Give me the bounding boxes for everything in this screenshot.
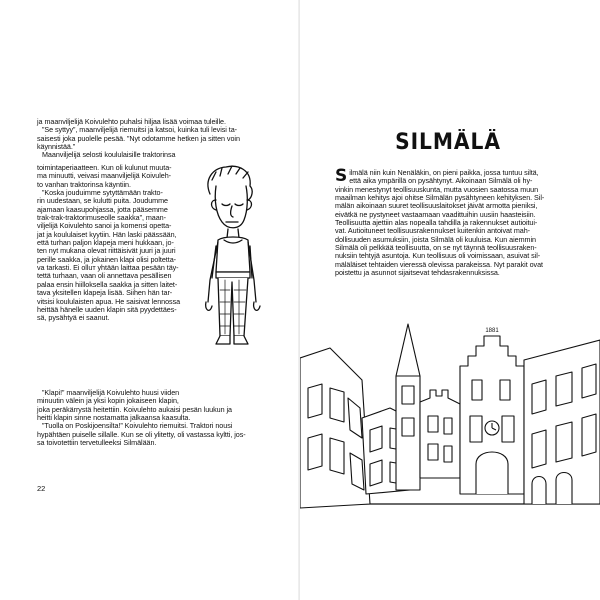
text-line: Teollisuutta ajettiin alas nopealla tahdilla ja rakennukset autioitui- (335, 218, 538, 228)
text-line: joka peräkärrystä heitettiin. Koivulehto aukaisi pesän luukun ja (37, 404, 232, 414)
text-line: dollisuuden asumuksiin, joista Silmälä oli kuuluisa. Kun aiemmin (335, 234, 536, 244)
text-line: Silmälä oli pelkkää teollisuutta, on se nyt täynnä teollisuusraken- (335, 243, 537, 253)
text-line: eivätkä ne pystyneet vastaamaan vaadittuihin uusiin haasteisiin. (335, 209, 536, 219)
text-line: että aika ympärillä on pysähtynyt. Aikoinaan Silmälä oli hy- (349, 176, 533, 186)
drop-cap: S (335, 166, 348, 186)
top-paragraph (37, 118, 267, 160)
farmer-illustration (186, 160, 276, 360)
text-line: heittää hänelle uuden klapin sitä pyydettäes- (37, 304, 177, 314)
text-line: Maanviljelijä selosti koululaisille traktorinsa (42, 150, 176, 160)
text-line: poistettu ja asunnot sijaitsevat tehdasrakennuksissa. (335, 268, 500, 278)
text-line: jat ja koululaiset kyytiin. Hän laski päässään, (37, 229, 177, 239)
text-line: saisesti joka puolelle pesää. ”Nyt odotamme hetken ja sitten voin (37, 133, 240, 143)
text-line: vitsisi koululaisten apua. He saisivat lennossa (37, 296, 181, 306)
text-line: perille saakka, ja jokainen klapi olisi poltetta- (37, 254, 176, 264)
text-line: viljelijä Koivulehto sanoi ja komensi opetta- (37, 221, 172, 231)
text-line: vat. Autioituneet teollisuusrakennukset kuitenkin antoivat mah- (335, 226, 531, 236)
text-line: rin uudestaan, se kulutti puita. Joudumme (37, 196, 168, 206)
chapter-paragraph (335, 166, 565, 278)
text-line: hypähtäen puiselle sillalle. Kun se oli ylitetty, oli vastassa kyltti, jos- (37, 429, 246, 439)
text-line: mäläläiset tehtaiden vieressä olevissa parakeissa. Nyt parakit ovat (335, 259, 543, 269)
chapter-title: SILMÄLÄ (395, 130, 501, 155)
text-line: tettä turhaan, vaan oli annettava pesällisen (37, 271, 172, 281)
text-line: sä, pysähtyä ei saanut. (37, 313, 110, 323)
narrow-paragraph (37, 164, 181, 323)
text-line: sa toivotettiin tervetulleeksi Silmälään. (37, 438, 157, 448)
text-line: toimintaperiaatteen. Kun oli kulunut muuta- (37, 163, 172, 172)
text-line: maailman kehitys ajoi ohitse Silmälän pysähtyneen kehityksen. Sil- (335, 193, 545, 203)
text-line: ”Se syttyy”, maanviljelijä riemuitsi ja katsoi, kuinka tuli levisi ta- (42, 125, 238, 135)
text-line: palaa ensin hiilloksella saakka ja sitten laitet- (37, 279, 178, 289)
text-line: minuutin välein ja yksi kopin jokaiseen klapin, (37, 396, 179, 406)
text-line: että turhan paljon klapeja meni hukkaan, jo- (37, 238, 174, 248)
building-sign: 1881 (485, 328, 499, 334)
text-line: va tarkasti. Ei olluт yhtään laittaa pesään täy- (37, 263, 179, 273)
text-line: heitti klapin sinne nostamatta jalkaansa kaasulta. (37, 413, 191, 423)
text-line: tava yksitellen klapeja lisää. Siihen hän tar- (37, 288, 173, 298)
text-line: nuksiin tehtyjä asuntoja. Kun teollisuus oli voimissaan, asuivat sil- (335, 251, 541, 261)
text-line: käynnistää.” (37, 142, 76, 152)
text-line: ”Koska jouduimme sytyttämään trakto- (42, 188, 163, 198)
text-line: ma minuutti, veivasi maanviljelijä Koivuleh- (37, 171, 172, 181)
text-line: ”Tuolla on Poskijoensilta!” Koivulehto riemuitsi. Traktori nousi (42, 421, 233, 431)
text-line: vinkin menestynyt teollisuuskunta, mutta vuosien saatossa muun (335, 184, 539, 194)
right-page (300, 0, 600, 600)
text-line: ”Klapi!” maanviljelijä Koivulehto huusi viiden (42, 388, 180, 397)
page-number: 22 (37, 484, 46, 493)
text-line: ajamaan kaasupohjassa, jotta pääsemme (37, 204, 168, 214)
text-line: mälän aikoinaan suuret teollisuuslaitokset jäivät armotta pieniksi, (335, 201, 538, 211)
text-line: ilmälä niin kuin Nenäläkin, on pieni paikka, jossa tuntuu siltä, (349, 168, 539, 177)
town-illustration (300, 318, 600, 510)
text-line: ja maanviljelijä Koivulehto puhalsi hiljaa lisää voimaa tuleille. (37, 117, 226, 126)
text-line: trak-trak-traktorimuseolle saakka”, maan- (37, 213, 166, 223)
text-line: to vanhan traktorinsa käyntiin. (37, 179, 131, 189)
lower-paragraph (37, 389, 271, 447)
text-line: ten nyt mukana olevat riittäisivät juuri ja juuri (37, 246, 176, 256)
